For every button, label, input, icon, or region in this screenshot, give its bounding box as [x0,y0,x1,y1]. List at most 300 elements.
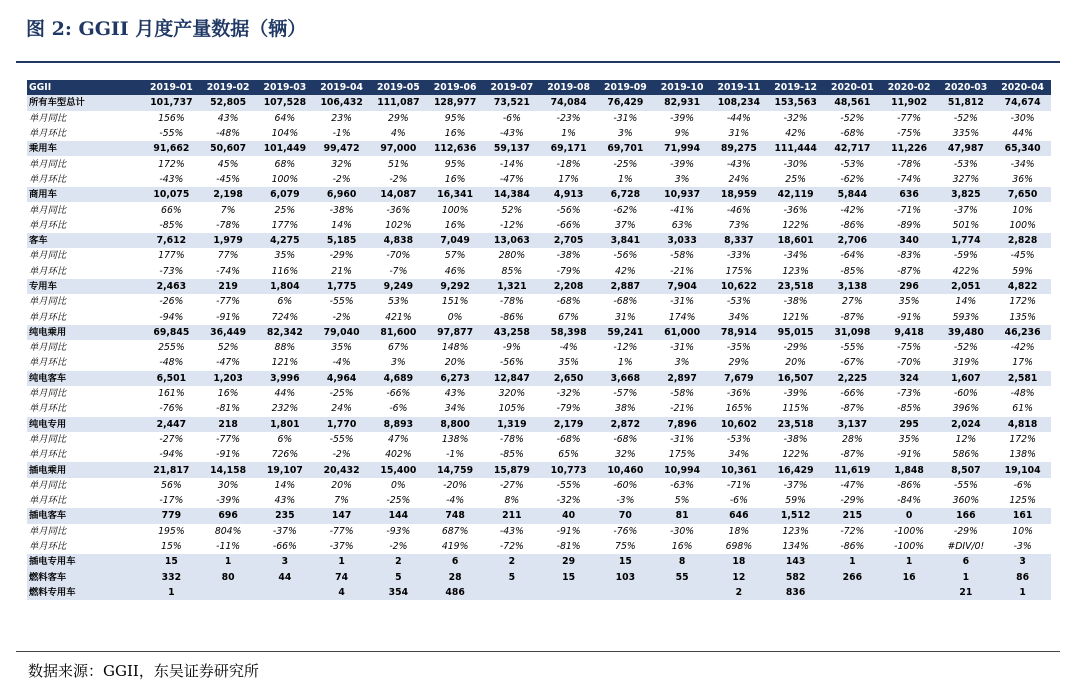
table-cell: -37% [938,202,995,217]
table-cell: -30% [654,524,711,539]
table-cell: 15,400 [370,462,427,477]
table-cell: 15 [597,554,654,569]
table-cell: 63% [654,218,711,233]
row-label: 燃料客车 [27,570,143,585]
row-label: 单月同比 [27,478,143,493]
table-cell: 39,480 [938,325,995,340]
table-cell: 116% [257,264,314,279]
table-cell: 12 [711,570,768,585]
table-cell: 101,449 [257,141,314,156]
table-cell: 32% [597,447,654,462]
table-cell: 29% [711,355,768,370]
table-cell: 106,432 [313,95,370,110]
row-label: 单月同比 [27,156,143,171]
table-cell: 68% [257,156,314,171]
table-cell: -37% [313,539,370,554]
table-cell: 3,668 [597,371,654,386]
table-cell: -53% [824,156,881,171]
table-cell: 3,137 [824,417,881,432]
table-cell: 16% [427,218,484,233]
table-cell: 44 [257,570,314,585]
table-cell: -91% [200,447,257,462]
row-label: 单月同比 [27,111,143,126]
table-cell: 35% [313,340,370,355]
table-row [27,156,1051,171]
table-cell: 156% [143,111,200,126]
table-cell: 319% [938,355,995,370]
table-cell: -66% [370,386,427,401]
table-cell: -30% [767,156,824,171]
table-cell: -31% [654,294,711,309]
table-cell: 3,138 [824,279,881,294]
table-cell: 7,612 [143,233,200,248]
table-cell: 69,845 [143,325,200,340]
table-cell: -87% [824,447,881,462]
table-cell: -89% [881,218,938,233]
table-cell: 7,650 [994,187,1051,202]
table-cell: 396% [938,401,995,416]
column-header: 2020-04 [994,80,1051,95]
table-cell: 698% [711,539,768,554]
table-cell: -62% [597,202,654,217]
table-cell: -74% [881,172,938,187]
table-row [27,111,1051,126]
table-cell: -58% [654,248,711,263]
table-cell: 52% [484,202,541,217]
table-cell: 107,528 [257,95,314,110]
table-cell: 25% [767,172,824,187]
table-cell: 15% [143,539,200,554]
table-cell: 2,897 [654,371,711,386]
table-cell: 36% [994,172,1051,187]
table-cell: -36% [767,202,824,217]
table-cell: 67% [370,340,427,355]
table-cell: 2,179 [540,417,597,432]
table-cell: 80 [200,570,257,585]
table-cell: 4,964 [313,371,370,386]
table-cell: 43% [257,493,314,508]
column-header: 2019-09 [597,80,654,95]
table-cell: 3,841 [597,233,654,248]
table-cell: -32% [767,111,824,126]
table-cell: 335% [938,126,995,141]
corner-header: GGII [27,80,143,95]
table-cell: -47% [484,172,541,187]
table-cell: 122% [767,218,824,233]
table-cell: 1% [597,355,654,370]
table-cell: -38% [767,294,824,309]
table-cell: 23,518 [767,417,824,432]
table-cell: 20% [767,355,824,370]
table-row [27,248,1051,263]
table-cell: 10,075 [143,187,200,202]
table-cell: 51% [370,156,427,171]
table-cell: 95% [427,111,484,126]
table-cell: 61% [994,401,1051,416]
table-cell: 16,341 [427,187,484,202]
table-row [27,462,1051,477]
table-cell: 21% [313,264,370,279]
table-cell: 1 [938,570,995,585]
table-cell: 17% [540,172,597,187]
table-cell: -45% [200,172,257,187]
table-cell: 836 [767,585,824,600]
table-cell: -86% [881,478,938,493]
table-cell: -57% [597,386,654,401]
table-cell: 486 [427,585,484,600]
table-cell: 28 [427,570,484,585]
table-cell: 31% [711,126,768,141]
table-cell: 12,847 [484,371,541,386]
table-cell: 1% [597,172,654,187]
column-header: 2019-02 [200,80,257,95]
table-cell: -6% [370,401,427,416]
column-header: 2019-07 [484,80,541,95]
table-cell: 86 [994,570,1051,585]
table-cell: 6 [427,554,484,569]
table-cell: 215 [824,508,881,523]
table-cell: 2,198 [200,187,257,202]
table-cell: -53% [938,156,995,171]
table-cell: 340 [881,233,938,248]
table-cell: 12% [938,432,995,447]
table-cell: -48% [994,386,1051,401]
table-cell: 81 [654,508,711,523]
table-cell: 0 [881,508,938,523]
table-cell: 40 [540,508,597,523]
table-cell: -43% [711,156,768,171]
table-cell: 8% [484,493,541,508]
row-label: 单月环比 [27,401,143,416]
table-cell: 59% [767,493,824,508]
table-cell: -60% [938,386,995,401]
table-cell: -76% [597,524,654,539]
table-cell: 1 [143,585,200,600]
table-cell: 3,825 [938,187,995,202]
table-cell: 2,887 [597,279,654,294]
table-row [27,554,1051,569]
table-cell: 6 [938,554,995,569]
table-cell: -53% [711,294,768,309]
table-cell: -87% [824,309,881,324]
table-cell: 74,674 [994,95,1051,110]
table-cell: -85% [881,401,938,416]
table-cell: 9% [654,126,711,141]
table-row [27,325,1051,340]
table-cell: -1% [427,447,484,462]
table-cell: 46% [427,264,484,279]
table-cell: 30% [200,478,257,493]
table-cell: 324 [881,371,938,386]
table-cell: 9,292 [427,279,484,294]
table-cell: 91,662 [143,141,200,156]
table-cell: 100% [427,202,484,217]
table-cell: 65% [540,447,597,462]
table-cell: 1 [881,554,938,569]
table-cell: 18% [711,524,768,539]
table-cell: 76,429 [597,95,654,110]
table-cell: 15 [143,554,200,569]
table-cell: -73% [881,386,938,401]
table-cell: -71% [881,202,938,217]
table-cell: -91% [540,524,597,539]
table-cell: 10,622 [711,279,768,294]
table-cell: 16% [427,172,484,187]
table-cell: 779 [143,508,200,523]
table-cell: -6% [484,111,541,126]
table-cell: 16 [881,570,938,585]
table-cell: #DIV/0! [938,539,995,554]
table-cell: -2% [370,539,427,554]
table-cell: 44% [257,386,314,401]
table-cell: 1,801 [257,417,314,432]
table-cell: -67% [824,355,881,370]
table-cell: -30% [994,111,1051,126]
table-cell: 726% [257,447,314,462]
table-cell: 20,432 [313,462,370,477]
table-cell: 103 [597,570,654,585]
table-cell: 51,812 [938,95,995,110]
table-cell: -86% [824,539,881,554]
table-cell: -41% [654,202,711,217]
table-cell: 82,931 [654,95,711,110]
table-cell: 59,137 [484,141,541,156]
table-cell: -38% [313,202,370,217]
table-cell: 166 [938,508,995,523]
table-cell: 1 [200,554,257,569]
table-cell: 65,340 [994,141,1051,156]
table-cell: 8,507 [938,462,995,477]
column-header: 2019-03 [257,80,314,95]
table-cell: 102% [370,218,427,233]
table-cell: 37% [597,218,654,233]
table-cell: 360% [938,493,995,508]
table-cell: 2,463 [143,279,200,294]
table-cell: 7,049 [427,233,484,248]
table-cell: -52% [824,111,881,126]
table-cell: 11,619 [824,462,881,477]
table-cell: 235 [257,508,314,523]
table-cell: 14,087 [370,187,427,202]
table-cell: -78% [484,432,541,447]
row-label: 乘用车 [27,141,143,156]
table-cell: -77% [881,111,938,126]
table-cell [484,585,541,600]
table-cell: -39% [200,493,257,508]
column-header: 2020-03 [938,80,995,95]
row-label: 插电乘用 [27,462,143,477]
table-cell: 16,429 [767,462,824,477]
table-row [27,447,1051,462]
table-cell [200,585,257,600]
table-cell: -56% [597,248,654,263]
table-cell: 21 [938,585,995,600]
table-cell: -100% [881,524,938,539]
table-cell: -25% [597,156,654,171]
table-cell: -74% [200,264,257,279]
table-cell: 280% [484,248,541,263]
table-cell: -36% [711,386,768,401]
table-cell: -25% [370,493,427,508]
table-cell: -77% [200,432,257,447]
top-rule [16,61,1060,63]
table-cell: -36% [370,202,427,217]
table-row [27,279,1051,294]
table-cell: 82,342 [257,325,314,340]
table-cell: 4,689 [370,371,427,386]
table-cell: 10% [994,202,1051,217]
table-row [27,401,1051,416]
table-cell: -11% [200,539,257,554]
table-row [27,570,1051,585]
table-cell: 24% [313,401,370,416]
table-cell: 66% [143,202,200,217]
table-cell: -17% [143,493,200,508]
table-cell: 9,249 [370,279,427,294]
row-label: 单月环比 [27,447,143,462]
table-cell: 9,418 [881,325,938,340]
row-label: 单月同比 [27,248,143,263]
table-cell: -9% [484,340,541,355]
table-cell: 2,872 [597,417,654,432]
table-cell: -66% [824,386,881,401]
table-cell: 78,914 [711,325,768,340]
row-label: 专用车 [27,279,143,294]
table-cell: -39% [654,156,711,171]
table-cell: -55% [540,478,597,493]
table-cell: 1,770 [313,417,370,432]
table-cell: 2,705 [540,233,597,248]
table-cell: 1,607 [938,371,995,386]
table-cell: 295 [881,417,938,432]
table-cell: 58,398 [540,325,597,340]
table-cell: 687% [427,524,484,539]
table-cell: 53% [370,294,427,309]
table-row [27,493,1051,508]
table-cell: -78% [881,156,938,171]
table-cell: 15 [540,570,597,585]
table-cell: 636 [881,187,938,202]
table-cell: 5 [370,570,427,585]
table-row [27,539,1051,554]
table-cell: 13,063 [484,233,541,248]
table-cell: 77% [200,248,257,263]
table-cell: 5,185 [313,233,370,248]
table-row [27,432,1051,447]
table-cell: -33% [711,248,768,263]
row-label: 商用车 [27,187,143,202]
table-cell: 3,996 [257,371,314,386]
table-cell: -32% [540,493,597,508]
column-header: 2019-05 [370,80,427,95]
table-cell: -29% [313,248,370,263]
table-row [27,187,1051,202]
table-cell: 2,581 [994,371,1051,386]
table-cell: -46% [711,202,768,217]
row-label: 纯电专用 [27,417,143,432]
table-cell: 1,804 [257,279,314,294]
table-cell: 16% [200,386,257,401]
table-cell: 10,602 [711,417,768,432]
table-cell: 111,444 [767,141,824,156]
table-cell: 44% [994,126,1051,141]
table-cell: 115% [767,401,824,416]
table-cell: -44% [711,111,768,126]
column-header: 2020-02 [881,80,938,95]
table-cell: 14% [938,294,995,309]
table-cell: 255% [143,340,200,355]
table-cell: 2 [711,585,768,600]
table-cell: 2 [370,554,427,569]
table-cell: 14% [313,218,370,233]
table-cell: 7,679 [711,371,768,386]
table-cell: -91% [200,309,257,324]
table-cell: 593% [938,309,995,324]
table-cell: -39% [767,386,824,401]
table-cell: 172% [994,432,1051,447]
table-cell: 48,561 [824,95,881,110]
table-cell: -55% [938,478,995,493]
table-cell: -35% [711,340,768,355]
table-cell: 5 [484,570,541,585]
row-label: 单月环比 [27,264,143,279]
table-cell: -93% [370,524,427,539]
table-cell: 134% [767,539,824,554]
table-cell: -48% [143,355,200,370]
table-cell: 696 [200,508,257,523]
table-cell: 4,275 [257,233,314,248]
table-cell: -2% [313,309,370,324]
table-cell: 1,775 [313,279,370,294]
table-cell: 95% [427,156,484,171]
table-cell: 165% [711,401,768,416]
table-cell: -47% [824,478,881,493]
table-cell: 1,321 [484,279,541,294]
table-cell: 1,203 [200,371,257,386]
table-cell: -21% [654,401,711,416]
table-cell: 73% [711,218,768,233]
table-cell: -91% [881,309,938,324]
table-row [27,478,1051,493]
table-cell: -12% [597,340,654,355]
table-cell: -37% [257,524,314,539]
table-cell: -75% [881,126,938,141]
table-cell: 3 [257,554,314,569]
table-cell: -52% [938,111,995,126]
table-cell: 5% [654,493,711,508]
table-cell: 50,607 [200,141,257,156]
row-label: 单月同比 [27,340,143,355]
table-row [27,218,1051,233]
table-row [27,126,1051,141]
table-cell: -68% [540,432,597,447]
table-cell: 2,828 [994,233,1051,248]
table-cell: 35% [881,294,938,309]
table-cell: 10,937 [654,187,711,202]
table-cell: 47,987 [938,141,995,156]
table-cell: -29% [824,493,881,508]
table-cell: 79,040 [313,325,370,340]
table-cell: 2,706 [824,233,881,248]
table-cell: 172% [994,294,1051,309]
table-cell: -94% [143,309,200,324]
table-cell: 24% [711,172,768,187]
table-cell: 42,119 [767,187,824,202]
table-cell: 153,563 [767,95,824,110]
table-cell: 7,896 [654,417,711,432]
table-cell: 2,447 [143,417,200,432]
table-cell: -87% [881,264,938,279]
